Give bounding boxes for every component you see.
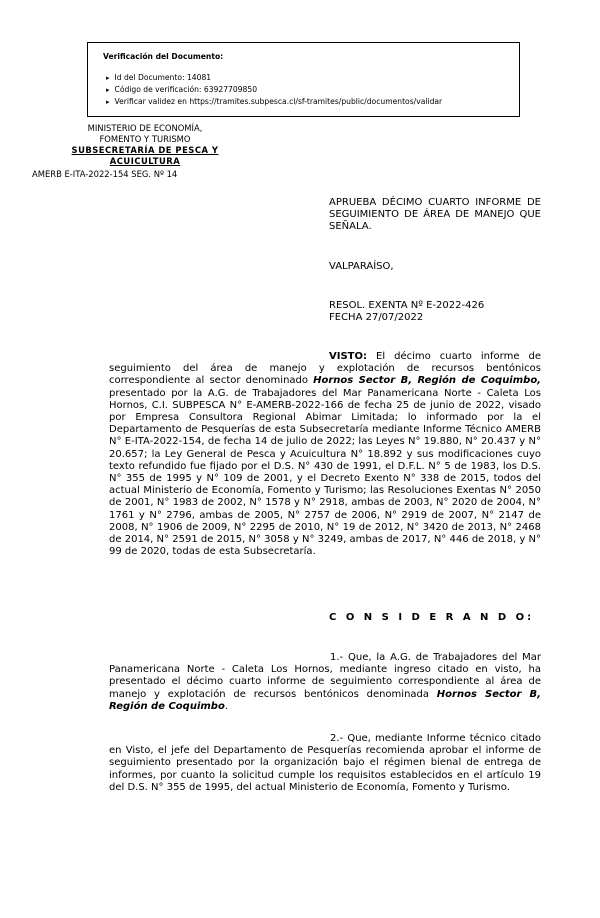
visto-text-b: presentado por la A.G. de Trabajadores del Mar Panamericana Norte - Caleta Los Hornos, C.I. SUBPESCA N° E-AMERB-2022-166 de fecha 25 de junio de 2022, visado por Empresa Consultora Regional Abimar Limitada; lo informado por la el Departamento de Pesquerías de esta Subsecretaría mediante Informe Técnico AMERB N° E-ITA-2022-154, de fecha 14 de julio de 2022; las Leyes N° 19.880, N° 20.437 y N° 20.657; la Ley General de Pesca y Acuicultura N° 18.892 y sus modificaciones cuyo texto refundido fue fijado por el D.S. N° 430 de 1991, el D.F.L. N° 5 de 1983, los D.S. N° 355 de 1995 y N° 109 de 2001, y el Decreto Exento N° 338 de 2015, todos del actual Ministerio de Economía, Fomento y Turismo; las Resoluciones Exentas N° 2050 de 2001, N° 1983 de 2002, N° 1578 y N° 2918, ambas de 2003, N° 2020 de 2004, N° 1761 y N° 2796, ambas de 2005, N° 2757 de 2006, N° 2919 de 2007, N° 2147 de 2008, N° 1906 de 2009, N° 2295 de 2010, N° 19 de 2012, N° 3420 de 2013, N° 2468 de 2014, N° 2591 de 2015, N° 3058 y N° 3249, ambas de 2017, N° 446 de 2018, y N° 99 de 2020, todas de esta Subsecretaría. [109, 387, 541, 558]
amerb-reference: AMERB E-ITA-2022-154 SEG. Nº 14 [32, 169, 178, 179]
subsecretaria-line-1: SUBSECRETARÍA DE PESCA Y [71, 145, 219, 155]
considerando-2-text: 2.- Que, mediante Informe técnico citado en Visto, el jefe del Departamento de Pesquerías recomienda aprobar el informe de seguimiento presentado por la organización bajo el régimen bienal de entrega de informes, por cuanto la solicitud cumple los requisitos establecidos en el artículo 19 del D.S. N° 355 de 1995, del actual Ministerio de Economía, Fomento y Turismo. [109, 733, 541, 793]
visto-sector-name: Hornos Sector B, Región de Coquimbo, [313, 375, 541, 387]
resolution-date: FECHA 27/07/2022 [329, 312, 424, 324]
verification-code: ▸ Código de verificación: 63927709850 [106, 84, 519, 96]
subsecretaria-line-2: ACUICULTURA [109, 156, 181, 166]
ministry-line-1: MINISTERIO DE ECONOMÍA, [87, 123, 203, 133]
document-title: APRUEBA DÉCIMO CUARTO INFORME DE SEGUIMIENTO DE ÁREA DE MANEJO QUE SEÑALA. [329, 197, 541, 233]
considerando-item-2 [109, 733, 541, 794]
place-label: VALPARAÍSO, [329, 261, 394, 272]
visto-text-a: El décimo cuarto informe de seguimiento del área de manejo y explotación de recursos bentónicos correspondiente al sector denominado [109, 351, 541, 387]
considerando-1-text: 1.- Que, la A.G. de Trabajadores del Mar Panamericana Norte - Caleta Los Hornos, mediante ingreso citado en visto, ha presentado el décimo cuarto informe de seguimiento correspondiente al área de manejo y explotación de recursos bentónicos denominada [109, 652, 541, 700]
considerando-heading: C O N S I D E R A N D O: [329, 612, 535, 623]
considerando-1-sector-name: Hornos Sector B, Región de Coquimbo [109, 688, 541, 712]
ministry-line-2: FOMENTO Y TURISMO [99, 134, 191, 144]
considerando-item-1 [109, 652, 541, 713]
verification-title: Verificación del Documento: [103, 52, 224, 61]
verification-url[interactable]: ▸ Verificar validez en https://tramites.subpesca.cl/sf-tramites/public/documentos/validar [106, 96, 519, 108]
visto-label: VISTO: [329, 351, 367, 362]
ministry-header [60, 123, 230, 167]
document-verification-box [87, 42, 520, 117]
visto-paragraph [109, 351, 541, 558]
resolution-info [329, 300, 484, 324]
resolution-number: RESOL. EXENTA Nº E-2022-426 [329, 300, 485, 311]
considerando-1-end: . [224, 700, 229, 712]
verification-list [103, 72, 519, 108]
verification-document-id: ▸ Id del Documento: 14081 [106, 72, 519, 84]
